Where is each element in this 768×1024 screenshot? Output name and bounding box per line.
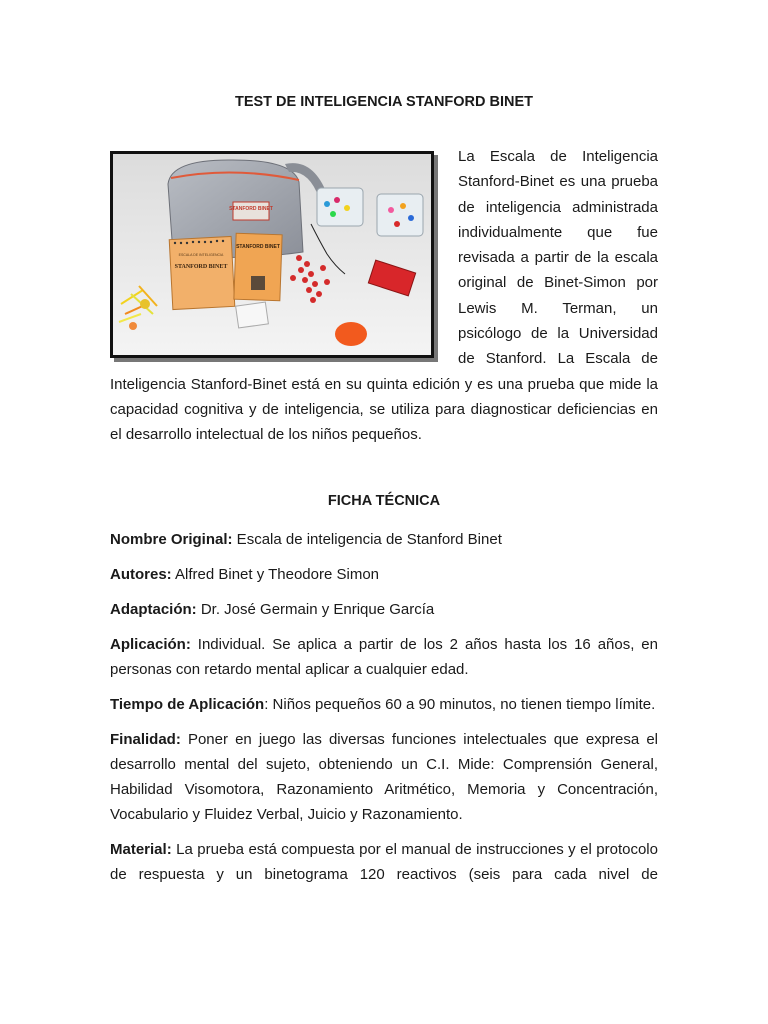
- intro-section: [110, 144, 658, 448]
- manual-small-label: ESCALA DE INTELIGENCIA: [178, 253, 224, 257]
- field-autores: [110, 562, 658, 587]
- field-label: Material:: [110, 841, 172, 858]
- field-value: Poner en juego las diversas funciones intelectuales que expresa el desarrollo mental del sujeto, obteniendo un C.I. Mide: Comprensión General, Habilidad Visomotora, Razonamiento Aritmético, Memoria y Concentración, Vocabulario y Fluidez Verbal, Juicio y Razonamiento.: [110, 731, 658, 823]
- test-materials-photo: [110, 151, 434, 358]
- field-label: Aplicación:: [110, 636, 191, 653]
- field-value: La prueba está compuesta por el manual de instrucciones y el protocolo de respuesta y un binetograma 120 reactivos (seis para cada nivel de: [110, 841, 658, 883]
- ficha-tecnica-title: FICHA TÉCNICA: [327, 493, 441, 509]
- field-tiempo-aplicacion: [110, 692, 658, 717]
- test-materials-illustration: [113, 154, 431, 355]
- protocol-label: STANFORD BINET: [236, 244, 280, 250]
- field-label: Autores:: [110, 566, 172, 583]
- field-label: Finalidad:: [110, 731, 181, 748]
- document-title: TEST DE INTELIGENCIA STANFORD BINET: [234, 94, 534, 110]
- ficha-tecnica-fields: [110, 527, 658, 897]
- field-material: [110, 837, 658, 887]
- field-value: : Niños pequeños 60 a 90 minutos, no tienen tiempo límite.: [264, 696, 656, 713]
- field-finalidad: [110, 727, 658, 827]
- field-value: Alfred Binet y Theodore Simon: [171, 566, 380, 583]
- bag-label: STANFORD BINET: [229, 206, 273, 212]
- field-value: Individual. Se aplica a partir de los 2 años hasta los 16 años, en personas con retardo mental aplicar a cualquier edad.: [110, 636, 658, 678]
- field-label: Tiempo de Aplicación: [110, 696, 265, 713]
- field-label: Adaptación:: [110, 601, 197, 618]
- intro-paragraph: La Escala de Inteligencia Stanford-Binet es una prueba de inteligencia administrada individualmente que fue revisada a partir de la escala original de Binet-Simon por Lewis M. Terman, un psicólogo de la Universidad de Stanford. La Escala de Inteligencia Stanford-Binet está en su quinta edición y es una prueba que mide la capacidad cognitiva y de inteligencia, se utiliza para diagnosticar deficiencias en el desarrollo intelectual de los niños pequeños.: [110, 148, 658, 444]
- field-label: Nombre Original:: [110, 531, 233, 548]
- manual-label: STANFORD BINET: [174, 264, 228, 270]
- field-value: Escala de inteligencia de Stanford Binet: [232, 531, 502, 548]
- field-aplicacion: [110, 632, 658, 682]
- field-nombre-original: [110, 527, 658, 552]
- field-value: Dr. José Germain y Enrique García: [196, 601, 435, 618]
- field-adaptacion: [110, 597, 658, 622]
